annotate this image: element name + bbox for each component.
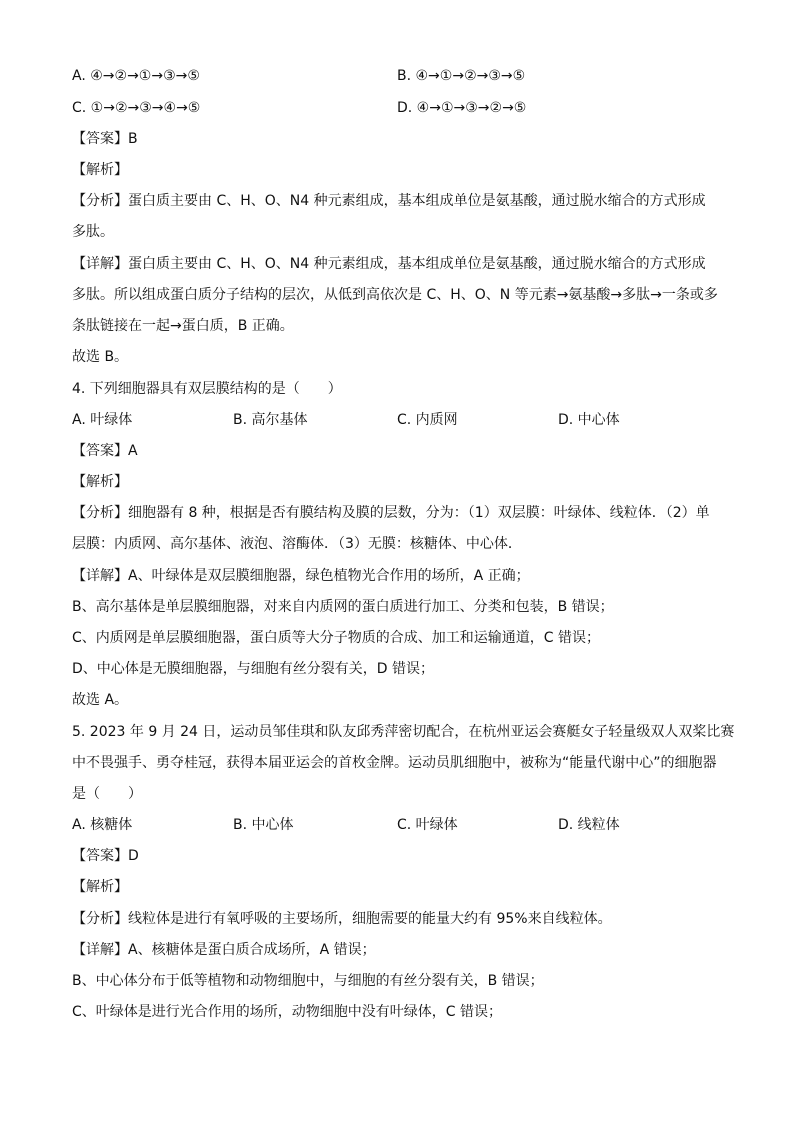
- q4-stem: 4. 下列细胞器具有双层膜结构的是（ ）: [72, 381, 342, 397]
- q4-xiangjie-line-4: D、中心体是无膜细胞器，与细胞有丝分裂有关，D 错误；: [72, 661, 435, 677]
- q3-option-c: C. ①→②→③→④→⑤: [72, 100, 201, 116]
- q3-fenxi-line-2: 多肽。: [72, 224, 114, 240]
- q3-xiangjie-line-2: 多肽。所以组成蛋白质分子结构的层次，从低到高依次是 C、H、O、N 等元素→氨基酸→多肽→一条或多: [72, 287, 718, 303]
- q5-stem-line-2: 中不畏强手、勇夺桂冠，获得本届亚运会的首枚金牌。运动员肌细胞中，被称为“能量代谢中心”的细胞器: [72, 755, 717, 771]
- q5-jiexi-heading: 【解析】: [72, 879, 128, 895]
- q3-jiexi-heading: 【解析】: [72, 162, 128, 178]
- q3-xiangjie-line-3: 条肽链接在一起→蛋白质，B 正确。: [72, 318, 294, 334]
- q4-option-c: C. 内质网: [397, 412, 458, 428]
- q5-option-d: D. 线粒体: [558, 817, 620, 833]
- q5-xiangjie-line-2: B、中心体分布于低等植物和动物细胞中，与细胞的有丝分裂有关，B 错误；: [72, 973, 544, 989]
- q3-fenxi-line-1: 【分析】蛋白质主要由 C、H、O、N4 种元素组成，基本组成单位是氨基酸，通过脱水缩合的方式形成: [72, 193, 706, 209]
- q5-option-c: C. 叶绿体: [397, 817, 458, 833]
- q5-option-b: B. 中心体: [233, 817, 294, 833]
- q5-xiangjie-line-1: 【详解】A、核糖体是蛋白质合成场所，A 错误；: [72, 942, 376, 958]
- q3-xiangjie-line-1: 【详解】蛋白质主要由 C、H、O、N4 种元素组成，基本组成单位是氨基酸，通过脱水缩合的方式形成: [72, 256, 706, 272]
- q5-answer: 【答案】D: [72, 848, 139, 864]
- q4-xiangjie-line-3: C、内质网是单层膜细胞器，蛋白质等大分子物质的合成、加工和运输通道，C 错误；: [72, 630, 600, 646]
- q5-xiangjie-line-3: C、叶绿体是进行光合作用的场所，动物细胞中没有叶绿体，C 错误；: [72, 1004, 502, 1020]
- q4-answer: 【答案】A: [72, 443, 138, 459]
- q4-fenxi-line-1: 【分析】细胞器有 8 种，根据是否有膜结构及膜的层数，分为：（1）双层膜：叶绿体、线粒体．（2）单: [72, 505, 710, 521]
- q3-option-a: A. ④→②→①→③→⑤: [72, 68, 200, 84]
- q4-conclusion: 故选 A。: [72, 692, 129, 708]
- q5-stem-line-1: 5. 2023 年 9 月 24 日，运动员邹佳琪和队友邱秀萍密切配合，在杭州亚运会赛艇女子轻量级双人双桨比赛: [72, 724, 735, 740]
- q3-conclusion: 故选 B。: [72, 349, 129, 365]
- q4-fenxi-line-2: 层膜：内质网、高尔基体、液泡、溶酶体．（3）无膜：核糖体、中心体．: [72, 536, 522, 552]
- q5-option-a: A. 核糖体: [72, 817, 133, 833]
- q4-option-d: D. 中心体: [558, 412, 620, 428]
- q3-option-d: D. ④→①→③→②→⑤: [397, 100, 527, 116]
- q4-option-a: A. 叶绿体: [72, 412, 133, 428]
- q3-option-b: B. ④→①→②→③→⑤: [397, 68, 526, 84]
- q5-fenxi-line-1: 【分析】线粒体是进行有氧呼吸的主要场所，细胞需要的能量大约有 95%来自线粒体。: [72, 911, 612, 927]
- q4-option-b: B. 高尔基体: [233, 412, 308, 428]
- q5-stem-line-3: 是（ ）: [72, 786, 142, 802]
- q4-xiangjie-line-2: B、高尔基体是单层膜细胞器，对来自内质网的蛋白质进行加工、分类和包装，B 错误；: [72, 599, 614, 615]
- q3-answer: 【答案】B: [72, 131, 138, 147]
- q4-xiangjie-line-1: 【详解】A、叶绿体是双层膜细胞器，绿色植物光合作用的场所，A 正确；: [72, 568, 530, 584]
- q4-jiexi-heading: 【解析】: [72, 474, 128, 490]
